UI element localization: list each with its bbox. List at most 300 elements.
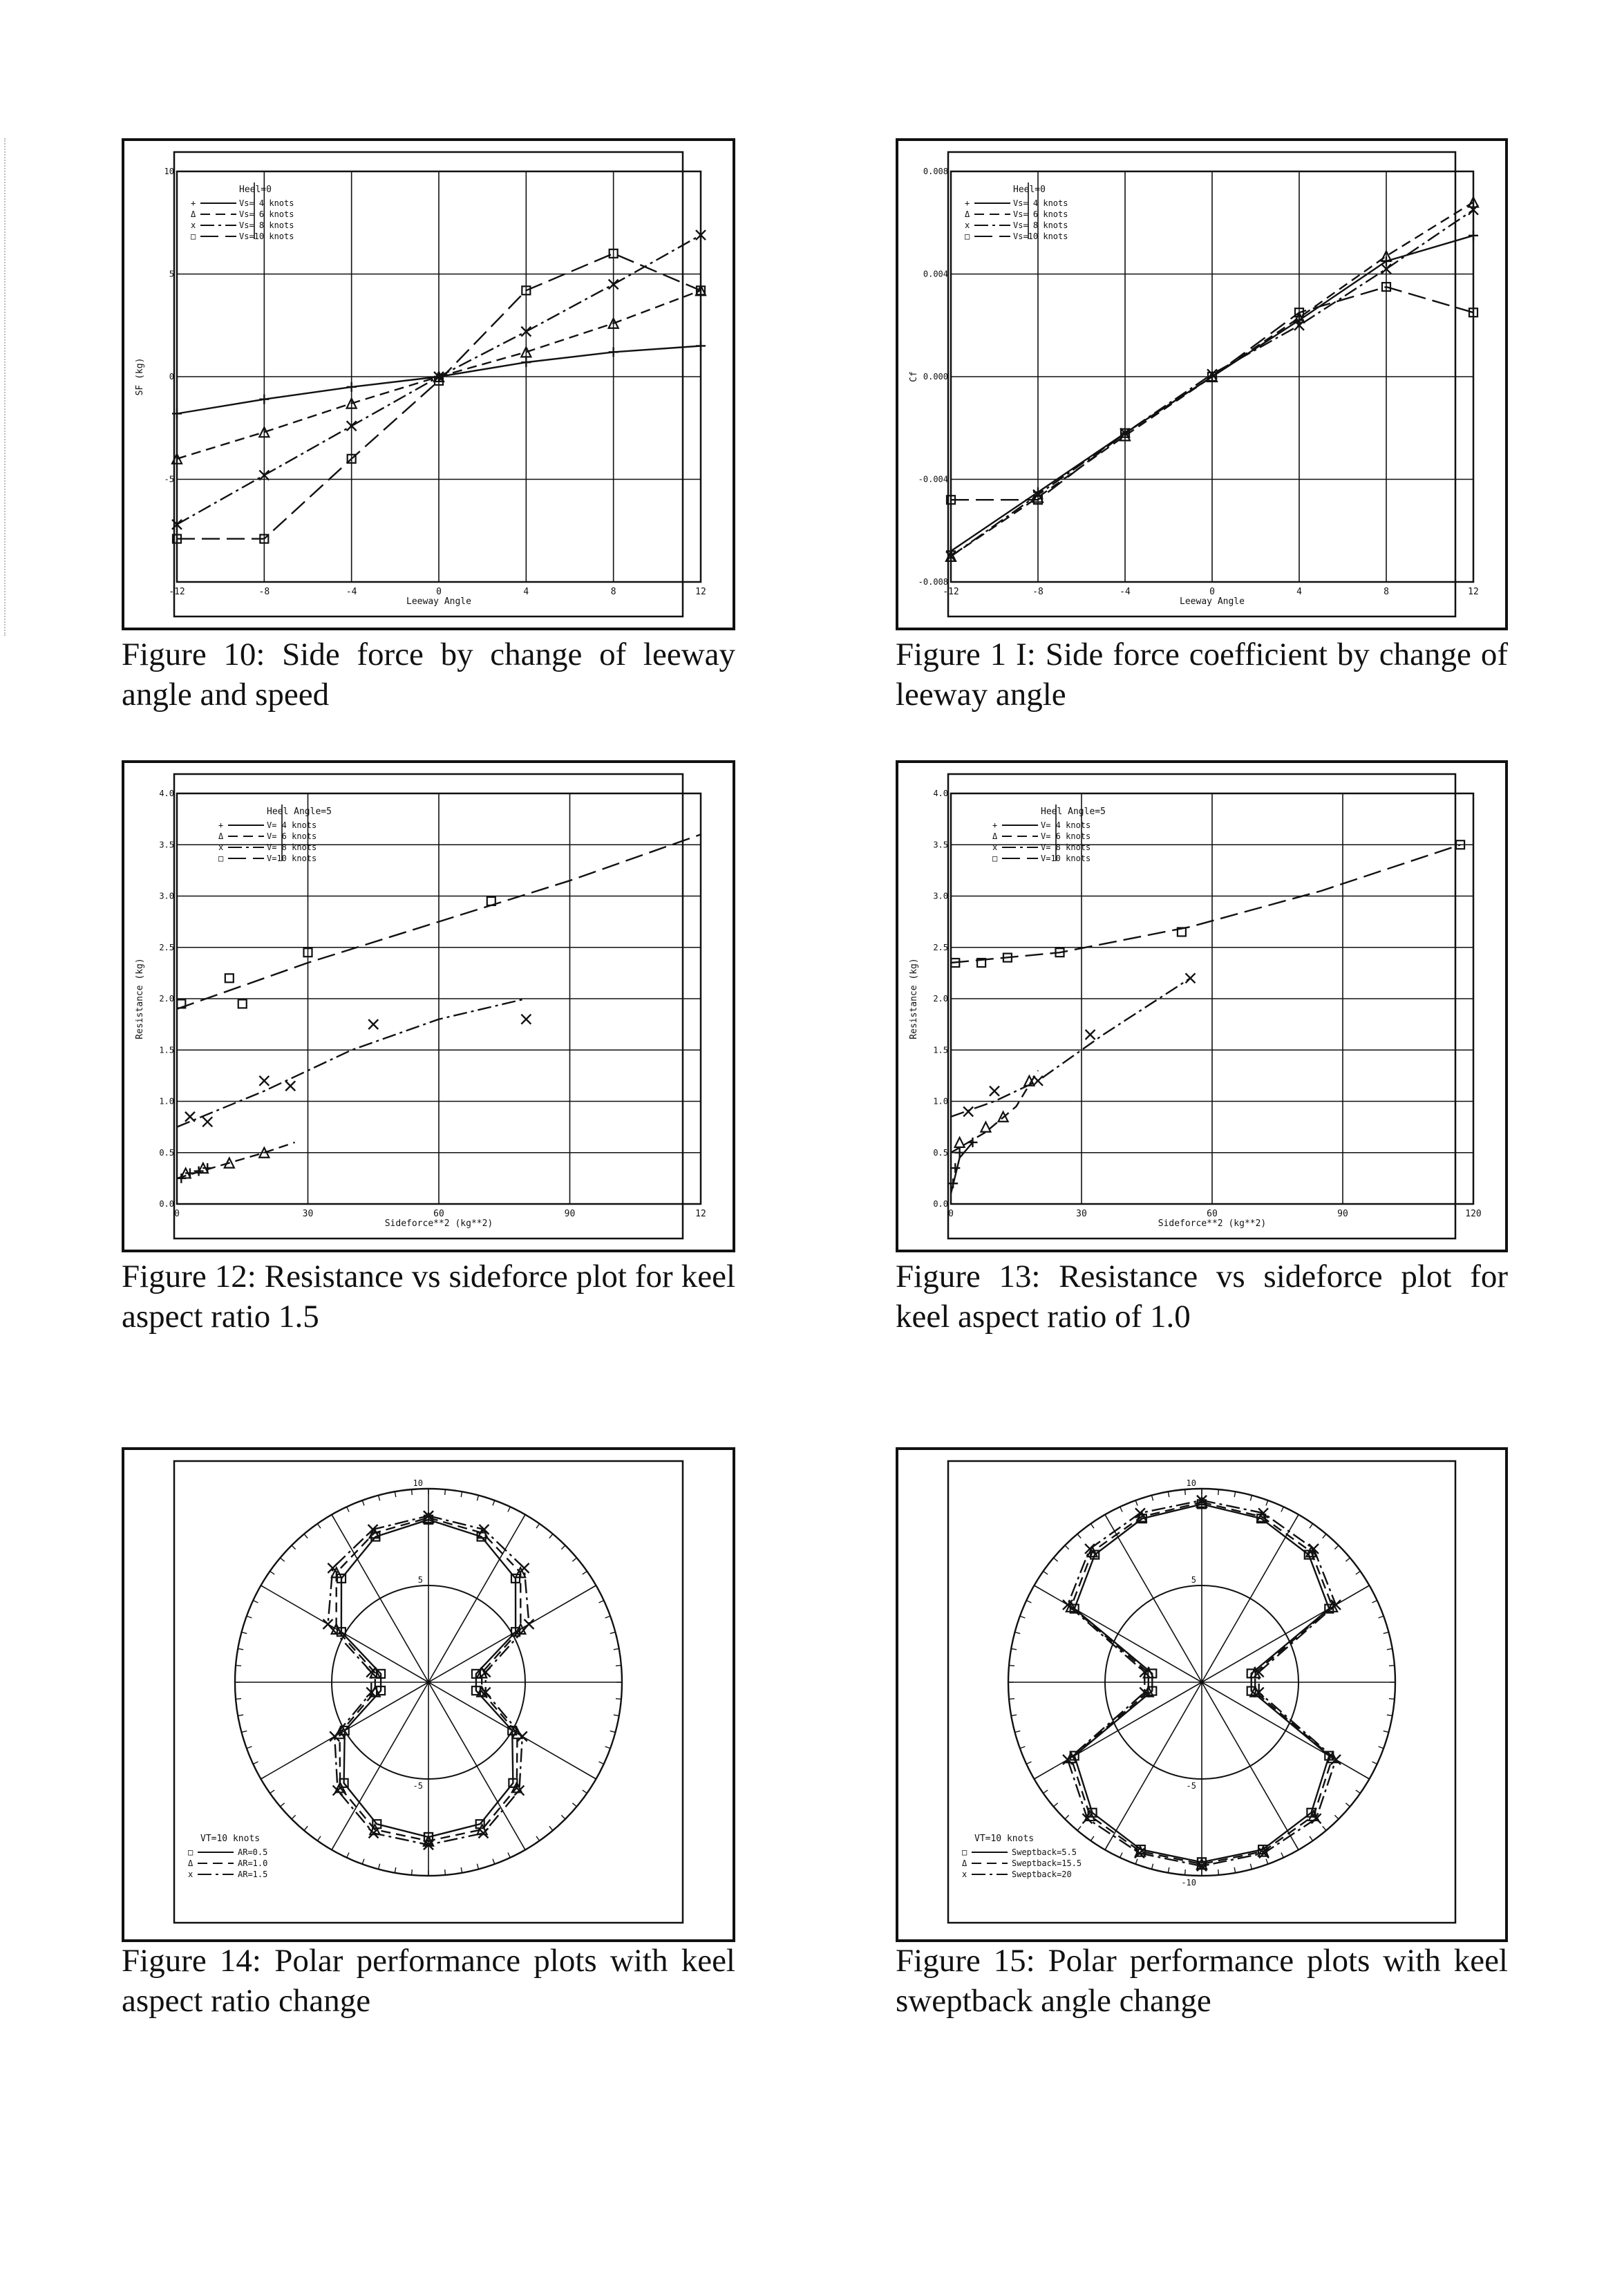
- y-tick-label: -0.008: [918, 577, 948, 587]
- polar-tick: [1310, 1524, 1313, 1529]
- legend-marker: Δ: [965, 209, 970, 219]
- legend-marker: x: [191, 220, 196, 230]
- figure-13-chart: [896, 760, 1508, 1252]
- figure-11-chart: [896, 138, 1508, 630]
- polar-spoke: [1035, 1682, 1202, 1779]
- data-point: [948, 1178, 958, 1188]
- polar-tick: [1250, 1496, 1252, 1501]
- polar-tick: [304, 1826, 308, 1830]
- polar-tick: [1323, 1534, 1326, 1538]
- polar-tick: [1020, 1747, 1026, 1749]
- legend-label: V=10 knots: [1041, 854, 1091, 863]
- polar-tick: [592, 1585, 596, 1588]
- polar-tick: [477, 1496, 478, 1501]
- legend-label: Vs= 4 knots: [1013, 198, 1068, 208]
- legend-label: Sweptback=15.5: [1012, 1858, 1082, 1868]
- legend-marker: □: [188, 1847, 193, 1857]
- x-tick-label: 90: [1337, 1209, 1348, 1219]
- polar-tick: [592, 1776, 596, 1779]
- polar-tick: [1035, 1585, 1039, 1588]
- legend-marker: x: [965, 220, 970, 230]
- y-tick-label: 0: [169, 372, 174, 382]
- polar-tick: [1011, 1648, 1017, 1649]
- polar-tick: [522, 1515, 525, 1520]
- x-tick-label: -4: [1120, 587, 1131, 597]
- y-tick-label: 1.5: [933, 1045, 948, 1055]
- series-line: [177, 999, 526, 1127]
- polar-tick: [1281, 1853, 1283, 1858]
- polar-tick: [536, 1836, 540, 1841]
- legend-marker: x: [992, 842, 998, 852]
- polar-tick: [561, 1815, 565, 1819]
- polar-tick: [1387, 1648, 1392, 1649]
- x-tick-label: -4: [346, 587, 357, 597]
- polar-tick: [332, 1845, 334, 1850]
- polar-tick: [461, 1867, 462, 1873]
- polar-tick: [270, 1790, 275, 1793]
- y-tick-label: 2.0: [933, 994, 948, 1004]
- polar-tick: [583, 1571, 587, 1574]
- polar-tick: [1346, 1558, 1350, 1561]
- polar-tick: [445, 1870, 446, 1875]
- polar-tick: [1372, 1762, 1377, 1764]
- polar-tick: [1266, 1500, 1268, 1506]
- y-tick-label: 3.5: [159, 840, 174, 850]
- polar-tick: [1365, 1585, 1370, 1588]
- x-tick-label: 12: [695, 1209, 706, 1219]
- legend-label: Vs=10 knots: [1013, 232, 1068, 241]
- polar-spoke: [1202, 1682, 1299, 1849]
- data-point-tri: [981, 1122, 990, 1132]
- x-tick-label: -12: [943, 587, 959, 597]
- legend-label: Vs=10 knots: [239, 232, 294, 241]
- polar-tick: [1015, 1632, 1021, 1634]
- data-point-tri: [955, 1138, 965, 1147]
- polar-tick: [461, 1491, 462, 1497]
- legend-marker: x: [218, 842, 224, 852]
- polar-tick: [270, 1571, 275, 1574]
- y-tick-label: -5: [164, 474, 174, 484]
- r-tick-label: 5: [417, 1575, 423, 1585]
- y-tick-label: 1.0: [159, 1096, 174, 1107]
- polar-tick: [1234, 1867, 1235, 1873]
- data-point: [696, 341, 706, 350]
- data-point: [981, 1122, 990, 1132]
- data-point: [285, 1081, 295, 1091]
- x-axis-label: Leeway Angle: [406, 596, 471, 607]
- x-tick-label: 12: [1468, 587, 1479, 597]
- polar-tick: [1015, 1731, 1021, 1732]
- data-point: [259, 395, 269, 404]
- data-point: [963, 1107, 973, 1116]
- polar-tick: [1334, 1815, 1339, 1819]
- legend-marker: +: [992, 820, 998, 830]
- legend-marker: Δ: [191, 209, 196, 219]
- r-tick-label: -5: [413, 1781, 423, 1791]
- polar-tick: [379, 1496, 380, 1501]
- data-point: [1186, 973, 1196, 983]
- r-tick-label: 5: [1191, 1575, 1196, 1585]
- legend-label: Vs= 4 knots: [239, 198, 294, 208]
- polar-tick: [1365, 1776, 1370, 1779]
- polar-tick: [1296, 1845, 1299, 1850]
- x-tick-label: 8: [1384, 587, 1389, 597]
- polar-tick: [610, 1632, 616, 1634]
- y-tick-label: 3.0: [159, 891, 174, 901]
- y-tick-label: 0.004: [923, 269, 948, 279]
- figure-12-caption: Figure 12: Resistance vs sideforce plot for keel aspect ratio 1.5: [122, 1259, 735, 1335]
- polar-tick: [1135, 1500, 1137, 1506]
- polar-tick: [1323, 1826, 1326, 1830]
- legend-title: Heel=0: [239, 185, 272, 195]
- y-tick-label: 4.0: [159, 789, 174, 798]
- legend-marker: □: [962, 1847, 967, 1857]
- figure-14-caption: Figure 14: Polar performance plots with keel aspect ratio change: [122, 1943, 735, 2019]
- scan-edge: [4, 138, 7, 636]
- polar-tick: [242, 1731, 247, 1732]
- data-point-box: [238, 999, 247, 1008]
- data-point: [225, 974, 234, 982]
- data-point: [990, 1086, 999, 1096]
- x-axis-label: Leeway Angle: [1180, 596, 1245, 607]
- figure-12-chart: [122, 760, 735, 1252]
- polar-tick: [561, 1545, 565, 1550]
- data-point: [185, 1112, 195, 1122]
- legend-marker: Δ: [992, 831, 998, 841]
- y-tick-label: 0.5: [933, 1147, 948, 1158]
- x-axis-label: Sideforce**2 (kg**2): [384, 1218, 493, 1229]
- legend-label: V= 4 knots: [267, 820, 317, 830]
- polar-tick: [549, 1534, 553, 1538]
- polar-tick: [292, 1815, 296, 1819]
- y-tick-label: -0.004: [918, 474, 948, 484]
- polar-tick: [1379, 1747, 1384, 1749]
- polar-tick: [583, 1790, 587, 1793]
- polar-tick: [1296, 1515, 1299, 1520]
- x-tick-label: 0: [436, 587, 442, 597]
- polar-tick: [1065, 1815, 1069, 1819]
- data-point: [1086, 1030, 1095, 1039]
- polar-tick: [1044, 1790, 1048, 1793]
- polar-tick: [236, 1699, 241, 1700]
- data-point: [518, 1731, 527, 1741]
- polar-tick: [614, 1648, 619, 1649]
- polar-tick: [1379, 1616, 1384, 1618]
- y-tick-label: 0.5: [159, 1147, 174, 1158]
- polar-tick: [493, 1500, 495, 1506]
- y-axis-label: SF (kg): [135, 357, 145, 396]
- polar-tick: [332, 1515, 334, 1520]
- polar-tick: [508, 1507, 510, 1512]
- y-tick-label: 0.008: [923, 167, 948, 176]
- polar-tick: [605, 1616, 611, 1618]
- data-point: [347, 382, 357, 392]
- polar-tick: [508, 1853, 510, 1858]
- series-2: [177, 1142, 295, 1178]
- legend-marker: x: [188, 1870, 193, 1879]
- polar-tick: [1135, 1859, 1137, 1865]
- polar-tick: [1384, 1632, 1389, 1634]
- polar-tick: [1356, 1790, 1361, 1793]
- polar-tick: [1356, 1571, 1361, 1574]
- legend-title: Heel=0: [1013, 185, 1046, 195]
- y-tick-label: 2.0: [159, 994, 174, 1004]
- legend-label: AR=1.0: [238, 1858, 268, 1868]
- legend-label: V= 6 knots: [1041, 831, 1091, 841]
- polar-spoke: [1202, 1585, 1369, 1682]
- figure-14-chart: [122, 1447, 735, 1942]
- data-point: [521, 1015, 531, 1024]
- legend-label: Vs= 8 knots: [239, 220, 294, 230]
- polar-tick: [261, 1776, 266, 1779]
- polar-spoke: [428, 1585, 596, 1682]
- polar-spoke: [1202, 1682, 1369, 1779]
- polar-tick: [1168, 1491, 1169, 1497]
- polar-tick: [1054, 1803, 1058, 1807]
- polar-tick: [347, 1507, 349, 1512]
- series-2: [951, 1071, 1038, 1153]
- polar-tick: [493, 1859, 495, 1865]
- polar-tick: [261, 1585, 266, 1588]
- figure-15-chart: [896, 1447, 1508, 1942]
- polar-tick: [1389, 1699, 1395, 1700]
- data-point-box: [225, 974, 234, 982]
- y-axis-label: Cf: [909, 371, 919, 382]
- polar-spoke: [1105, 1682, 1202, 1849]
- polar-tick: [1044, 1571, 1048, 1574]
- polar-tick: [1334, 1545, 1339, 1550]
- polar-tick: [1077, 1534, 1081, 1538]
- polar-tick: [1120, 1507, 1122, 1512]
- polar-spoke: [261, 1585, 428, 1682]
- polar-tick: [242, 1632, 247, 1634]
- legend-title: Heel Angle=5: [267, 807, 332, 817]
- x-tick-label: -8: [1032, 587, 1044, 597]
- data-point: [1135, 1508, 1145, 1518]
- data-point: [259, 1076, 269, 1086]
- legend-label: AR=0.5: [238, 1847, 268, 1857]
- figure-10-chart: [122, 138, 735, 630]
- legend-title: VT=10 knots: [200, 1834, 261, 1844]
- polar-tick: [1009, 1699, 1014, 1700]
- data-point: [323, 1619, 333, 1629]
- y-axis-label: Resistance (kg): [909, 958, 919, 1039]
- y-tick-label: 5: [169, 269, 174, 279]
- series-line: [951, 845, 1460, 963]
- polar-tick: [1026, 1601, 1031, 1603]
- series-line: [177, 1142, 295, 1178]
- r-tick-label: 10: [413, 1478, 423, 1488]
- figure-11-caption: Figure 1 I: Side force coefficient by change of leeway angle: [896, 637, 1508, 713]
- x-tick-label: 90: [564, 1209, 576, 1219]
- data-point: [609, 347, 619, 357]
- series-3: [177, 999, 531, 1127]
- legend-marker: +: [218, 820, 224, 830]
- polar-tick: [616, 1699, 621, 1700]
- legend-marker: □: [965, 232, 970, 241]
- figure-frame: [897, 762, 1507, 1251]
- polar-tick: [247, 1616, 252, 1618]
- polar-tick: [1266, 1859, 1268, 1865]
- polar-tick: [477, 1864, 478, 1870]
- x-tick-label: 60: [1207, 1209, 1218, 1219]
- polar-tick: [412, 1870, 413, 1875]
- y-tick-label: 2.5: [933, 942, 948, 952]
- legend-marker: +: [965, 198, 970, 208]
- polar-tick: [281, 1803, 285, 1807]
- polar-tick: [1250, 1864, 1252, 1870]
- polar-tick: [253, 1601, 258, 1603]
- polar-tick: [238, 1648, 243, 1649]
- y-tick-label: 2.5: [159, 942, 174, 952]
- x-tick-label: 4: [1296, 587, 1302, 597]
- x-tick-label: 60: [433, 1209, 444, 1219]
- figure-15-caption: Figure 15: Polar performance plots with keel sweptback angle change: [896, 1943, 1508, 2019]
- x-tick-label: 0: [948, 1209, 954, 1219]
- polar-tick: [1218, 1870, 1219, 1875]
- legend-label: V= 8 knots: [267, 842, 317, 852]
- polar-tick: [1372, 1601, 1377, 1603]
- polar-tick: [536, 1524, 540, 1529]
- data-point: [238, 999, 247, 1008]
- polar-tick: [599, 1601, 604, 1603]
- y-axis-label: Resistance (kg): [135, 958, 145, 1039]
- polar-tick: [1105, 1845, 1108, 1850]
- r-tick-label: 10: [1186, 1478, 1196, 1488]
- figure-10-caption: Figure 10: Side force by change of leeway angle and speed: [122, 637, 735, 713]
- polar-tick: [1026, 1762, 1031, 1764]
- polar-tick: [445, 1489, 446, 1495]
- polar-tick: [292, 1545, 296, 1550]
- legend-marker: Δ: [962, 1858, 967, 1868]
- polar-tick: [605, 1747, 611, 1749]
- legend-marker: □: [191, 232, 196, 241]
- polar-tick: [599, 1762, 604, 1764]
- polar-tick: [317, 1524, 321, 1529]
- legend-label: V=10 knots: [267, 854, 317, 863]
- polar-tick: [1185, 1489, 1186, 1495]
- legend-marker: Δ: [218, 831, 224, 841]
- legend-title: Heel Angle=5: [1041, 807, 1106, 817]
- y-tick-label: 0.0: [933, 1199, 948, 1209]
- polar-tick: [1065, 1545, 1069, 1550]
- y-tick-label: 3.5: [933, 840, 948, 850]
- data-point: [368, 1019, 378, 1029]
- polar-tick: [304, 1534, 308, 1538]
- legend-label: Sweptback=5.5: [1012, 1847, 1077, 1857]
- legend-label: Vs= 8 knots: [1013, 220, 1068, 230]
- legend-marker: +: [191, 198, 196, 208]
- legend-label: AR=1.5: [238, 1870, 268, 1879]
- polar-tick: [1105, 1515, 1108, 1520]
- figure-frame: [123, 140, 734, 629]
- polar-tick: [362, 1859, 364, 1865]
- polar-tick: [1234, 1491, 1235, 1497]
- data-point: [1469, 231, 1478, 241]
- polar-tick: [1281, 1507, 1283, 1512]
- plot-panel: [174, 774, 683, 1239]
- data-point: [524, 1619, 534, 1629]
- legend-marker: x: [962, 1870, 967, 1879]
- polar-tick: [362, 1500, 364, 1506]
- series-line: [951, 1071, 1038, 1153]
- x-tick-label: 8: [610, 587, 616, 597]
- polar-tick: [549, 1826, 553, 1830]
- polar-tick: [1346, 1803, 1350, 1807]
- series-3: [951, 973, 1196, 1117]
- data-point: [521, 357, 531, 367]
- x-axis-label: Sideforce**2 (kg**2): [1158, 1218, 1267, 1229]
- legend-label: Vs= 6 knots: [1013, 209, 1068, 219]
- legend-label: V= 6 knots: [267, 831, 317, 841]
- polar-tick: [1185, 1870, 1186, 1875]
- polar-tick: [610, 1731, 616, 1732]
- polar-tick: [1152, 1496, 1153, 1501]
- y-tick-label: 0.0: [159, 1199, 174, 1209]
- polar-spoke: [1202, 1515, 1299, 1682]
- data-point: [1033, 1076, 1043, 1086]
- polar-tick: [1020, 1616, 1026, 1618]
- plot-panel: [948, 774, 1455, 1239]
- polar-tick: [522, 1845, 525, 1850]
- x-tick-label: 30: [302, 1209, 314, 1219]
- legend-marker: □: [218, 854, 224, 863]
- y-tick-label: 4.0: [933, 789, 948, 798]
- x-tick-label: -8: [258, 587, 270, 597]
- y-tick-label: 3.0: [933, 891, 948, 901]
- x-tick-label: 0: [174, 1209, 180, 1219]
- legend-marker: Δ: [188, 1858, 193, 1868]
- polar-tick: [1054, 1558, 1058, 1561]
- series-4: [951, 840, 1464, 967]
- r-tick-label: -5: [1186, 1781, 1196, 1791]
- data-point: [202, 1117, 212, 1127]
- polar-tick: [1077, 1826, 1081, 1830]
- r-tick-label: -10: [1181, 1878, 1196, 1887]
- x-tick-label: 12: [695, 587, 706, 597]
- legend-label: Vs= 6 knots: [239, 209, 294, 219]
- polar-tick: [317, 1836, 321, 1841]
- polar-tick: [253, 1762, 258, 1764]
- polar-tick: [1168, 1867, 1169, 1873]
- polar-tick: [1310, 1836, 1313, 1841]
- polar-tick: [1152, 1864, 1153, 1870]
- polar-tick: [572, 1558, 576, 1561]
- x-tick-label: -12: [169, 587, 185, 597]
- legend-marker: □: [992, 854, 998, 863]
- polar-tick: [1120, 1853, 1122, 1858]
- x-tick-label: 120: [1465, 1209, 1482, 1219]
- x-tick-label: 30: [1076, 1209, 1087, 1219]
- polar-tick: [412, 1489, 413, 1495]
- figure-13-caption: Figure 13: Resistance vs sideforce plot for keel aspect ratio of 1.0: [896, 1259, 1508, 1335]
- polar-tick: [347, 1853, 349, 1858]
- legend-label: V= 4 knots: [1041, 820, 1091, 830]
- legend-label: V= 8 knots: [1041, 842, 1091, 852]
- y-tick-label: 0.000: [923, 372, 948, 382]
- legend-label: Sweptback=20: [1012, 1870, 1072, 1879]
- figure-frame: [123, 762, 734, 1251]
- polar-spoke: [1035, 1585, 1202, 1682]
- polar-tick: [1384, 1731, 1389, 1732]
- polar-tick: [247, 1747, 252, 1749]
- polar-tick: [1035, 1776, 1039, 1779]
- polar-spoke: [1105, 1515, 1202, 1682]
- polar-tick: [1218, 1489, 1219, 1495]
- polar-tick: [379, 1864, 380, 1870]
- polar-tick: [281, 1558, 285, 1561]
- x-tick-label: 4: [523, 587, 529, 597]
